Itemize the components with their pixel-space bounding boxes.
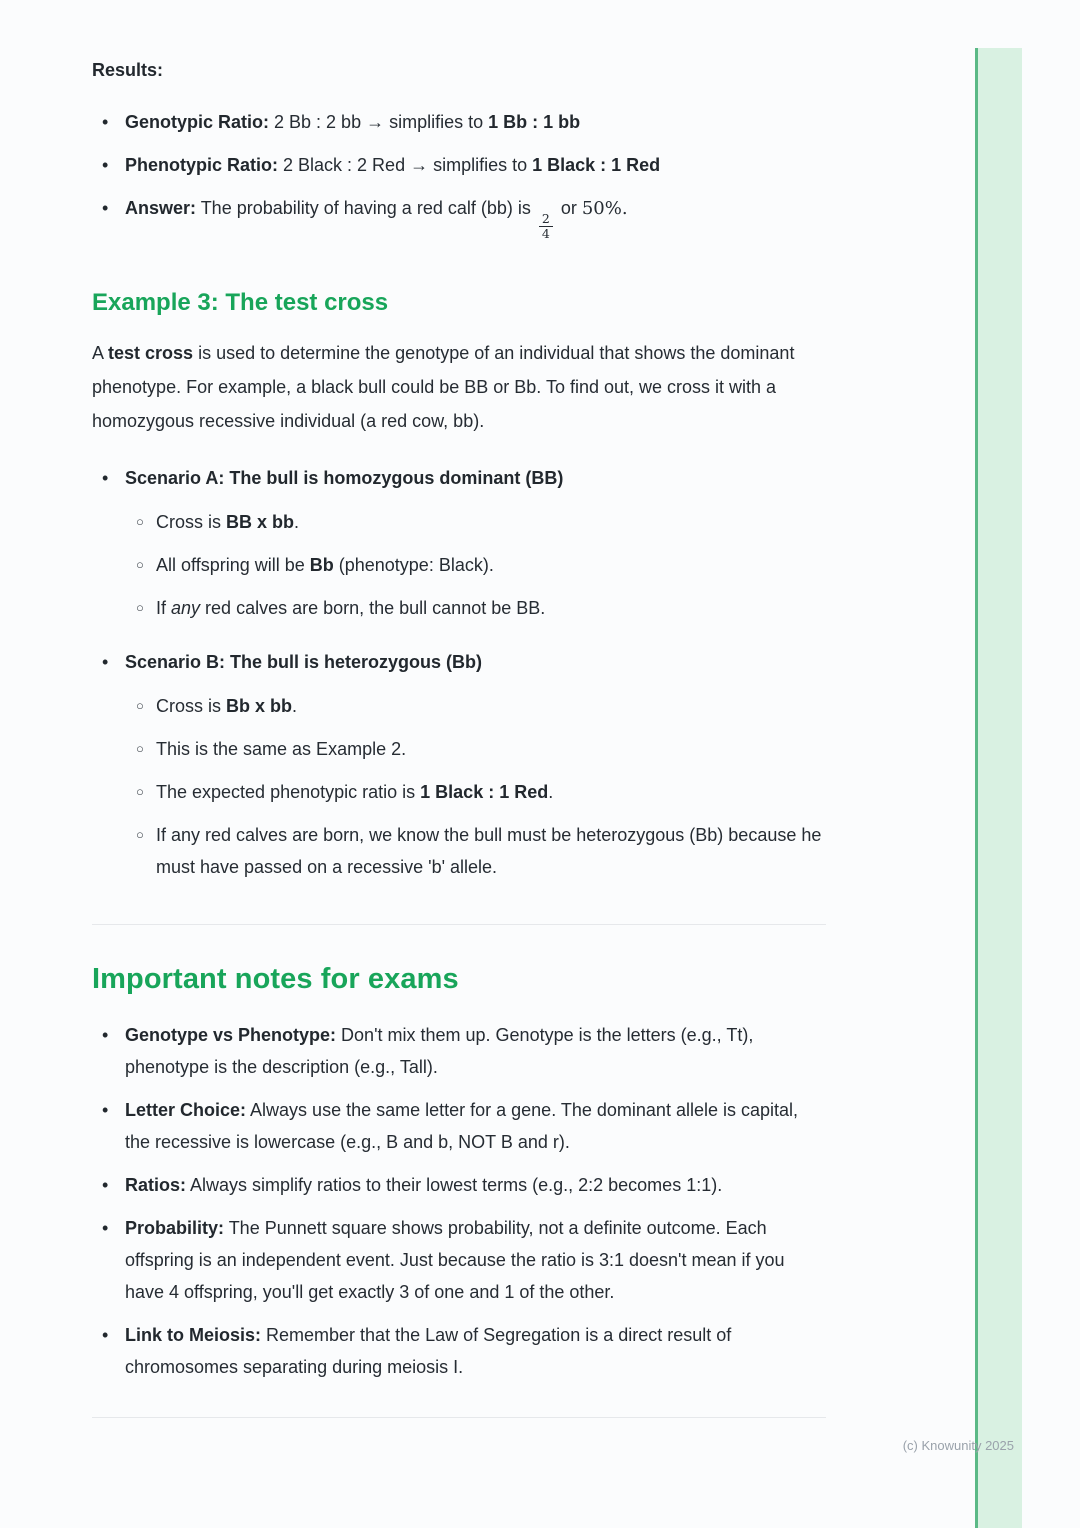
- scenario-b-title-text: Scenario B: The bull is heterozygous (Bb): [125, 651, 483, 672]
- item-text: Remember that the Law of Segregation is a direct result of chromosomes separating during meiosis I.: [125, 1324, 732, 1377]
- list-item-text: [125, 1019, 826, 1083]
- results-heading: Results:: [92, 60, 164, 80]
- sub-bold: Bb x bb: [226, 695, 293, 716]
- list-item: [92, 1094, 826, 1158]
- list-item-text: [125, 1212, 826, 1308]
- para-bold: test cross: [108, 342, 194, 363]
- sub-item: [125, 733, 826, 765]
- sub-text: (phenotype: Black).: [333, 554, 494, 575]
- list-item: [92, 1169, 826, 1201]
- sub-text: This is the same as Example 2.: [156, 738, 407, 759]
- sub-item-text: [156, 549, 826, 581]
- list-item-text: [125, 1094, 826, 1158]
- item-text: Always use the same letter for a gene. The dominant allele is capital, the recessive is lowercase (e.g., B and b, NOT B and r).: [125, 1099, 799, 1152]
- bullet-icon: •: [102, 1024, 109, 1045]
- notes-list: [92, 1019, 826, 1383]
- circle-bullet-icon: ○: [136, 556, 144, 572]
- item-label: Genotypic Ratio:: [125, 112, 270, 132]
- bullet-icon: •: [102, 155, 109, 175]
- item-text: Don't mix them up. Genotype is the letters (e.g., Tt), phenotype is the description (e.g., Tall).: [125, 1024, 754, 1077]
- example3-heading: Example 3: The test cross: [92, 288, 389, 316]
- sub-item: [125, 690, 826, 722]
- item-label: Letter Choice:: [125, 1099, 247, 1120]
- item-label: Ratios:: [125, 1174, 187, 1195]
- sub-item-text: [156, 690, 826, 722]
- example3-paragraph: [92, 336, 826, 438]
- item-label: Answer:: [125, 198, 197, 218]
- list-item: [92, 1019, 826, 1083]
- scenario-a-title-text: Scenario A: The bull is homozygous dominant (BB): [125, 467, 564, 488]
- bullet-icon: •: [102, 1217, 109, 1238]
- scenario-a-title: [125, 462, 826, 494]
- sub-text: Cross is: [156, 511, 227, 532]
- section-divider: [92, 924, 826, 925]
- item-text: 2 Black : 2 Red → simplifies to: [278, 155, 533, 175]
- bullet-icon: •: [102, 1174, 109, 1195]
- sub-bold: Bb: [309, 554, 334, 575]
- sub-text: .: [548, 781, 554, 802]
- sub-text: .: [294, 511, 300, 532]
- scenario-b-sublist: [125, 690, 826, 883]
- list-item: [92, 1319, 826, 1383]
- sub-item: [125, 819, 826, 883]
- circle-bullet-icon: ○: [136, 826, 144, 842]
- sub-item: [125, 506, 826, 538]
- bullet-icon: •: [102, 467, 109, 488]
- math-text: 50%.: [581, 198, 628, 219]
- item-bold: 1 Bb : 1 bb: [488, 112, 581, 132]
- list-item: [92, 106, 826, 138]
- document-content: [92, 60, 826, 1418]
- fraction-numerator: 2: [539, 212, 553, 227]
- sub-text: If any red calves are born, we know the bull must be heterozygous (Bb) because he must have passed on a recessive 'b' allele.: [156, 824, 822, 877]
- sub-item-text: [156, 776, 826, 808]
- item-text: The Punnett square shows probability, not a definite outcome. Each offspring is an independent event. Just because the ratio is 3:1 doesn't mean if you have 4 offspring, you'll get exactly 3 of one and 1 of the other.: [125, 1217, 785, 1302]
- sub-text: If: [156, 597, 172, 618]
- sub-text: red calves are born, the bull cannot be BB.: [200, 597, 546, 618]
- sub-text: The expected phenotypic ratio is: [156, 781, 421, 802]
- circle-bullet-icon: ○: [136, 513, 144, 529]
- copyright-watermark: (c) Knowunity 2025: [902, 1438, 1014, 1453]
- sub-item-text: [156, 819, 826, 883]
- scenario-a-content: [125, 462, 826, 635]
- circle-bullet-icon: ○: [136, 697, 144, 713]
- item-label: Phenotypic Ratio:: [125, 155, 279, 175]
- sub-italic: any: [171, 597, 201, 618]
- item-bold: 1 Black : 1 Red: [532, 155, 661, 175]
- results-list: [92, 106, 826, 242]
- circle-bullet-icon: ○: [136, 599, 144, 615]
- scenario-a-item: [92, 462, 826, 635]
- list-item-text: [125, 192, 826, 242]
- list-item-text: [125, 106, 826, 138]
- scenario-b-item: [92, 646, 826, 894]
- scenario-b-content: [125, 646, 826, 894]
- sub-item: [125, 776, 826, 808]
- list-item: [92, 1212, 826, 1308]
- bullet-icon: •: [102, 651, 109, 672]
- para-text: is used to determine the genotype of an individual that shows the dominant phenotype. For example, a black bull could be BB or Bb. To find out, we cross it with a homozygous recessive individual (a red cow, bb).: [92, 342, 795, 431]
- item-label: Link to Meiosis:: [125, 1324, 262, 1345]
- item-text: The probability of having a red calf (bb) is: [196, 198, 536, 218]
- bullet-icon: •: [102, 1099, 109, 1120]
- item-text: 2 Bb : 2 bb → simplifies to: [269, 112, 489, 132]
- bullet-icon: •: [102, 1324, 109, 1345]
- sub-text: All offspring will be: [156, 554, 310, 575]
- sub-item-text: [156, 506, 826, 538]
- notes-heading: Important notes for exams: [92, 962, 459, 995]
- section-divider: [92, 1417, 826, 1418]
- sub-item-text: [156, 592, 826, 624]
- sub-item-text: [156, 733, 826, 765]
- list-item-text: [125, 1319, 826, 1383]
- sub-text: Cross is: [156, 695, 227, 716]
- item-label: Probability:: [125, 1217, 225, 1238]
- item-text: Always simplify ratios to their lowest terms (e.g., 2:2 becomes 1:1).: [186, 1174, 723, 1195]
- sub-text: .: [292, 695, 298, 716]
- list-item: [92, 192, 826, 242]
- page-edge-accent: [975, 48, 1022, 1528]
- item-text: or: [555, 198, 582, 218]
- list-item-text: [125, 1169, 826, 1201]
- bullet-icon: •: [102, 198, 109, 218]
- sub-bold: 1 Black : 1 Red: [420, 781, 549, 802]
- scenario-b-title: [125, 646, 826, 678]
- sub-item: [125, 592, 826, 624]
- list-item-text: [125, 149, 826, 181]
- bullet-icon: •: [102, 112, 109, 132]
- para-text: A: [92, 342, 109, 363]
- scenario-a-sublist: [125, 506, 826, 624]
- circle-bullet-icon: ○: [136, 783, 144, 799]
- scenario-list: [92, 462, 826, 894]
- list-item: [92, 149, 826, 181]
- circle-bullet-icon: ○: [136, 740, 144, 756]
- fraction: [539, 212, 553, 242]
- fraction-denominator: 4: [541, 226, 550, 242]
- sub-item: [125, 549, 826, 581]
- item-label: Genotype vs Phenotype:: [125, 1024, 337, 1045]
- sub-bold: BB x bb: [226, 511, 295, 532]
